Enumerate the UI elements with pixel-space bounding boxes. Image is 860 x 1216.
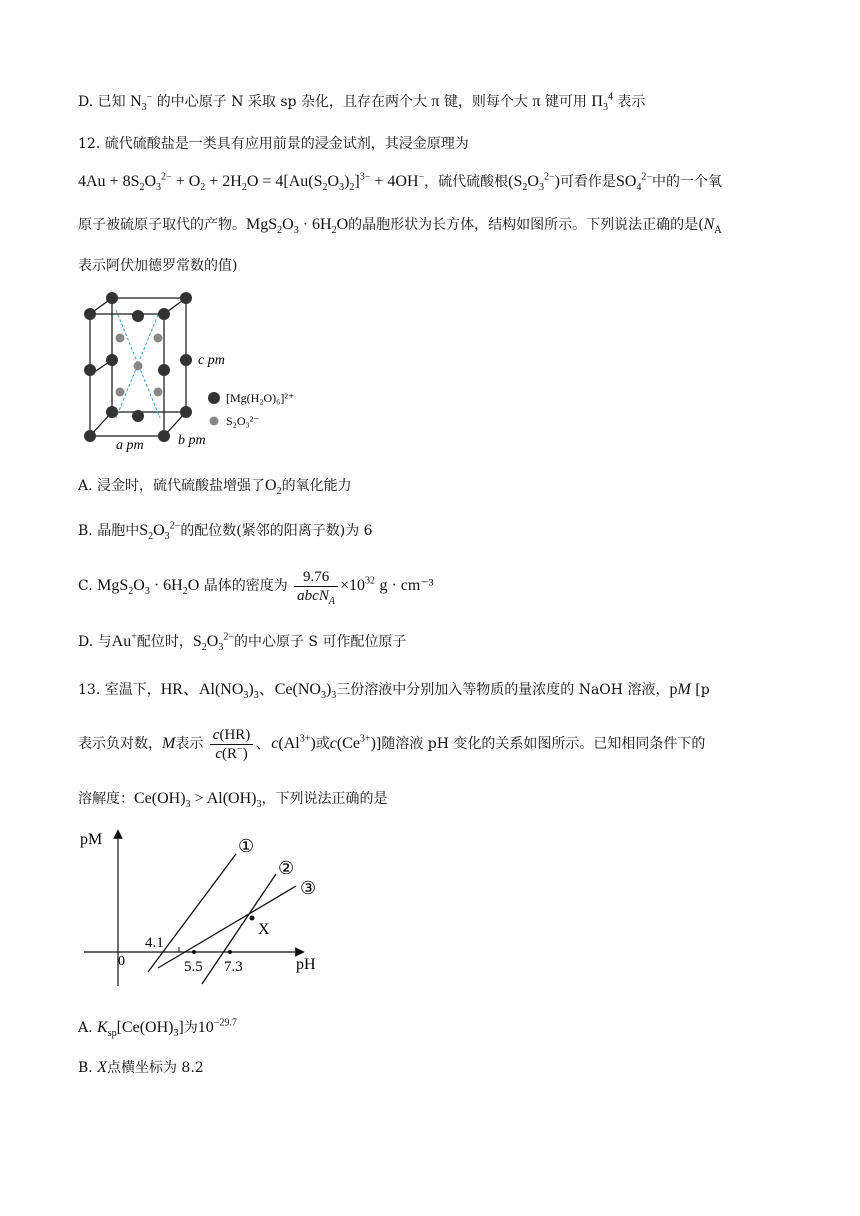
q13-option-b: B. X点横坐标为 8.2	[78, 1059, 204, 1076]
pi-bond-notation: $\Pi_3^4$	[591, 91, 613, 114]
pm-ph-chart	[78, 826, 328, 992]
x-point-label: X	[258, 921, 270, 938]
legend-s2o3-label: S₂O₃²⁻	[226, 414, 260, 428]
q12-stem-line4: 表示阿伏加德罗常数的值)	[78, 258, 238, 274]
legend-s2o3-marker	[210, 417, 219, 426]
azide-formula: $N_3^-$	[130, 91, 153, 114]
series-line-3	[158, 886, 296, 968]
hr-ratio-fraction: $\frac{c(HR)}{c(R^-)}$	[210, 726, 254, 763]
series-label-1: ①	[238, 836, 255, 856]
point-7.3	[228, 950, 232, 954]
q13-stem-line2: 表示负对数，M表示 $\frac{c(HR)}{c(R^-)}$ 、$c(Al^{3+})$或$c(Ce^{3+})$]随溶液 pH 变化的关系如图所示。已知相同条件下的	[78, 726, 706, 762]
legend-mg-marker	[208, 392, 220, 404]
origin-label: 0	[118, 954, 125, 969]
unit-cell-figure	[76, 288, 316, 454]
series-label-3: ③	[300, 878, 317, 898]
q13-option-a: A. $K_{sp}[Ce(OH)_3]$为$10^{-29.7}$	[78, 1017, 237, 1040]
q13-stem-line3: 溶解度：$Ce(OH)_3 > Al(OH)_3$，下列说法正确的是	[78, 790, 388, 811]
q12-option-a: A. 浸金时，硫代硫酸盐增强了$O_2$的氧化能力	[78, 477, 352, 498]
tick-label-7.3: 7.3	[224, 959, 243, 975]
q13-stem-line1: 13. 室温下，HR、$Al(NO_3)_3$、$Ce(NO_3)_3$三份溶液中分别加入等物质的量浓度的 NaOH 溶液，pM [p	[78, 681, 710, 702]
q12-option-c: C. $MgS_2O_3 \cdot 6H_2O$ 晶体的密度为 $\frac{9.76}{abcN_A}$ $\times 10^{32}$ g · cm⁻³	[78, 568, 434, 607]
y-axis-label: pM	[80, 831, 103, 848]
point-5.5	[192, 950, 196, 954]
legend-mg-label: [Mg(H₂O)₆]²⁺	[226, 391, 295, 405]
x-axis-label: pH	[296, 956, 316, 973]
q11-option-d: D. 已知 $N_3^-$ 的中心原子 N 采取 sp 杂化，且存在两个大 π 键，则每个大 π 键可用 $\Pi_3^4$ 表示	[78, 91, 646, 114]
tick-label-4.1: 4.1	[145, 935, 164, 951]
q12-stem-line1: 12. 硫代硫酸盐是一类具有应用前景的浸金试剂，其浸金原理为	[78, 136, 469, 152]
tick-label-5.5: 5.5	[184, 959, 203, 975]
q12-stem-line3: 原子被硫原子取代的产物。$MgS_2O_3 \cdot 6H_2O$的晶胞形状为长方体，结构如图所示。下列说法正确的是($N_A$	[78, 216, 722, 237]
b-pm-label: b pm	[178, 433, 206, 448]
series-label-2: ②	[278, 858, 295, 878]
leaching-equation: $4Au + 8S_2O_3^{2-} + O_2 + 2H_2O = 4[Au(S_2O_3)_2]^{3-} + 4OH^-$	[78, 171, 425, 194]
q12-option-d: D. 与Au+配位时，$S_2O_3^{2-}$的中心原子 S 可作配位原子	[78, 631, 407, 654]
a-pm-label: a pm	[116, 438, 144, 453]
density-fraction: $\frac{9.76}{abcN_A}$	[294, 568, 338, 605]
series-line-1	[148, 854, 236, 972]
c-pm-label: c pm	[198, 353, 225, 368]
point-x	[250, 916, 255, 921]
q12-equation-line: $4Au + 8S_2O_3^{2-} + O_2 + 2H_2O = 4[Au(S_2O_3)_2]^{3-} + 4OH^-$，硫代硫酸根$(S_2O_3^{2-})$可看作是$SO_4^{2-}$中的一个氧	[78, 171, 723, 194]
q12-option-b: B. 晶胞中$S_2O_3^{2-}$的配位数(紧邻的阳离子数)为 6	[78, 520, 373, 543]
